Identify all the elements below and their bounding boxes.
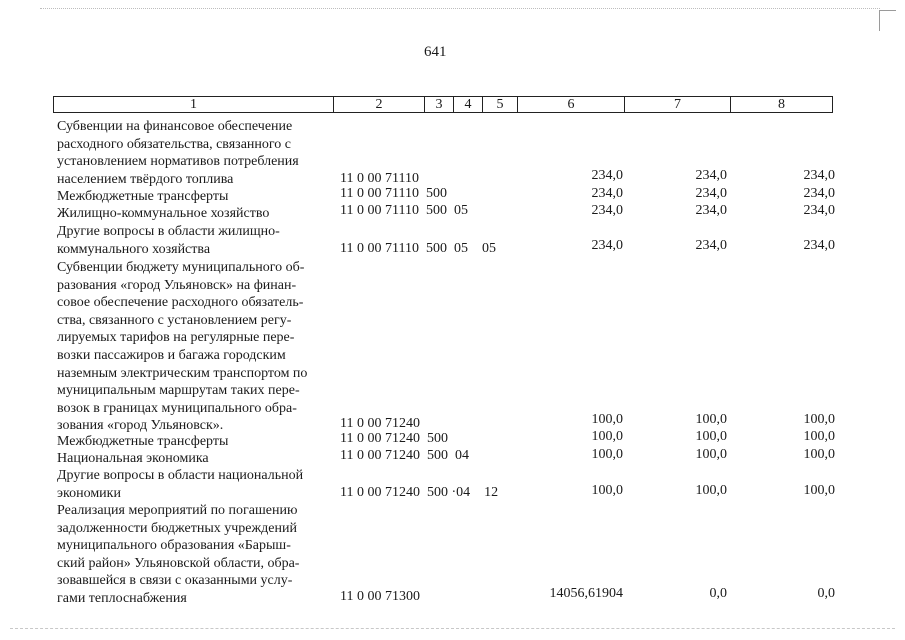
header-col-6: 6 [518,97,625,112]
description-line: задолженности бюджетных учреждений [57,520,297,536]
row-description [57,467,329,502]
value-col-6: 234,0 [591,238,623,253]
header-col-8: 8 [778,97,785,112]
value-col-8: 234,0 [803,168,835,183]
description-line: гами теплоснабжения [57,590,187,606]
row-code: 11 0 00 71240 500 ·04 12 [340,485,499,500]
value-col-6: 14056,61904 [549,586,623,601]
value-col-6: 234,0 [591,203,623,218]
description-line: Жилищно-коммунальное хозяйство [57,206,270,221]
value-col-7: 100,0 [695,429,727,444]
value-col-7: 234,0 [695,238,727,253]
row-description [57,259,329,435]
description-line: лируемых тарифов на регулярные пере- [57,330,295,346]
value-col-8: 0,0 [817,586,835,601]
description-line: Другие вопросы в области жилищно- [57,224,280,239]
scan-bottom-noise [10,628,895,631]
description-line: Субвенции бюджету муниципального об- [57,260,305,275]
value-col-6: 100,0 [591,447,623,462]
row-code: 11 0 00 71110 [340,171,419,186]
value-col-6: 234,0 [591,168,623,183]
value-col-6: 100,0 [591,412,623,427]
value-col-6: 234,0 [591,186,623,201]
value-col-8: 100,0 [803,429,835,444]
description-line: Субвенции на финансовое обеспечение [57,119,293,134]
row-description [57,205,329,223]
description-line: разования «город Ульяновск» на финан- [57,277,297,293]
description-line: установлением нормативов потребления [57,154,299,170]
value-col-7: 100,0 [695,447,727,462]
description-line: расходного обязательства, связанного с [57,136,292,152]
row-description [57,188,329,206]
description-line: совое обеспечение расходного обязатель- [57,295,304,311]
table-header-row [53,96,833,113]
header-col-5: 5 [483,97,518,112]
row-description [57,433,329,451]
row-description [57,502,329,608]
header-col-4: 4 [454,97,483,112]
value-col-6: 100,0 [591,429,623,444]
value-col-7: 100,0 [695,412,727,427]
row-description [57,450,329,468]
description-line: Национальная экономика [57,451,209,466]
header-col-2: 2 [334,97,425,112]
scan-corner-mark [879,10,896,31]
page-number: 641 [424,44,447,60]
scan-top-noise [40,8,880,10]
row-code: 11 0 00 71240 500 04 [340,448,469,463]
value-col-7: 100,0 [695,483,727,498]
description-line: возки пассажиров и багажа городским [57,347,286,363]
value-col-8: 100,0 [803,447,835,462]
header-col-1: 1 [54,97,334,112]
row-code: 11 0 00 71110 500 [340,186,447,201]
row-code: 11 0 00 71110 500 05 [340,203,468,218]
description-line: зования «город Ульяновск». [57,418,224,434]
description-line: муниципальным маршрутам таких пере- [57,383,300,399]
description-line: зовавшейся в связи с оказанными услу- [57,573,293,589]
description-line: муниципального образования «Барыш- [57,538,291,554]
value-col-8: 234,0 [803,238,835,253]
value-col-8: 100,0 [803,483,835,498]
value-col-8: 100,0 [803,412,835,427]
value-col-7: 234,0 [695,203,727,218]
description-line: Другие вопросы в области национальной [57,468,304,483]
description-line: возок в границах муниципального обра- [57,400,297,416]
row-code: 11 0 00 71240 [340,416,420,431]
value-col-6: 100,0 [591,483,623,498]
value-col-8: 234,0 [803,203,835,218]
description-line: населением твёрдого топлива [57,171,234,187]
value-col-7: 234,0 [695,168,727,183]
description-line: Реализация мероприятий по погашению [57,503,298,518]
header-col-3: 3 [425,97,454,112]
row-code: 11 0 00 71110 500 05 05 [340,241,496,256]
description-line: ства, связанного с установлением регу- [57,312,292,328]
description-line: наземным электрическим транспортом по [57,365,308,381]
description-line: Межбюджетные трансферты [57,434,229,449]
value-col-7: 234,0 [695,186,727,201]
row-code: 11 0 00 71240 500 [340,431,448,446]
row-description [57,118,329,188]
description-line: Межбюджетные трансферты [57,189,229,204]
row-description [57,223,329,258]
header-col-7: 7 [625,97,731,112]
description-line: ский район» Ульяновской области, обра- [57,555,300,571]
value-col-7: 0,0 [709,586,727,601]
row-code: 11 0 00 71300 [340,589,420,604]
value-col-8: 234,0 [803,186,835,201]
description-line: коммунального хозяйства [57,241,211,257]
description-line: экономики [57,485,121,501]
